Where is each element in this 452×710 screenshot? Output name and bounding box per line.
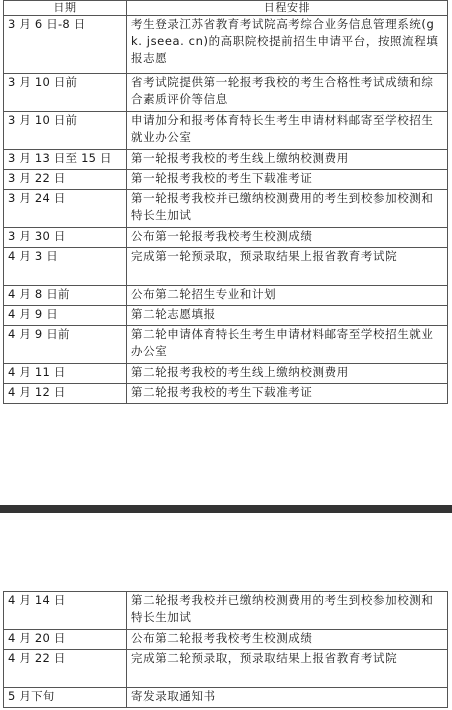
table-row [4,384,448,404]
schedule-table-bottom [3,591,448,708]
cell-date: 4 月 9 日 [4,306,127,326]
page-divider [0,505,452,513]
cell-plan: 公布第二轮招生专业和计划 [127,286,448,306]
cell-date: 3 月 30 日 [4,228,127,248]
table-row [4,228,448,248]
cell-plan: 公布第二轮报考我校考生校测成绩 [127,630,448,650]
cell-date: 3 月 24 日 [4,190,127,228]
cell-plan: 第二轮报考我校并已缴纳校测费用的考生到校参加校测和特长生加试 [127,592,448,630]
table-row [4,688,448,708]
cell-plan: 公布第一轮报考我校考生校测成绩 [127,228,448,248]
cell-date: 3 月 10 日前 [4,74,127,112]
cell-date: 4 月 11 日 [4,364,127,384]
cell-date: 5 月下旬 [4,688,127,708]
cell-plan: 第二轮申请体育特长生考生申请材料邮寄至学校招生就业办公室 [127,326,448,364]
cell-date: 4 月 8 日前 [4,286,127,306]
cell-date: 3 月 10 日前 [4,112,127,150]
table-row [4,326,448,364]
cell-plan: 第一轮报考我校并已缴纳校测费用的考生到校参加校测和特长生加试 [127,190,448,228]
table-row [4,150,448,170]
table-row [4,170,448,190]
cell-plan: 寄发录取通知书 [127,688,448,708]
page-bottom [0,513,452,710]
table-row [4,364,448,384]
cell-plan: 完成第一轮预录取，预录取结果上报省教育考试院 [127,248,448,286]
cell-plan: 申请加分和报考体育特长生考生申请材料邮寄至学校招生就业办公室 [127,112,448,150]
cell-date: 4 月 20 日 [4,630,127,650]
table-row [4,650,448,688]
cell-date: 4 月 14 日 [4,592,127,630]
table-row [4,74,448,112]
cell-date: 3 月 6 日-8 日 [4,16,127,74]
table-header-row [4,1,448,16]
cell-plan: 考生登录江苏省教育考试院高考综合业务信息管理系统(gk. jseea. cn)的高职院校提前招生申请平台，按照流程填报志愿 [127,16,448,74]
table-row [4,286,448,306]
cell-date: 4 月 12 日 [4,384,127,404]
schedule-table-top [3,0,448,404]
table-row [4,630,448,650]
cell-date: 4 月 22 日 [4,650,127,688]
cell-date: 3 月 13 日至 15 日 [4,150,127,170]
table-row [4,190,448,228]
cell-plan: 第二轮报考我校的考生下载准考证 [127,384,448,404]
cell-date: 4 月 3 日 [4,248,127,286]
table-row [4,16,448,74]
cell-plan: 完成第二轮预录取，预录取结果上报省教育考试院 [127,650,448,688]
cell-plan: 省考试院提供第一轮报考我校的考生合格性考试成绩和综合素质评价等信息 [127,74,448,112]
cell-plan: 第一轮报考我校的考生线上缴纳校测费用 [127,150,448,170]
cell-date: 3 月 22 日 [4,170,127,190]
cell-plan: 第二轮志愿填报 [127,306,448,326]
cell-date: 4 月 9 日前 [4,326,127,364]
cell-plan: 第二轮报考我校的考生线上缴纳校测费用 [127,364,448,384]
cell-plan: 第一轮报考我校的考生下载准考证 [127,170,448,190]
table-row [4,592,448,630]
header-plan: 日程安排 [127,1,448,16]
table-row [4,112,448,150]
table-row [4,306,448,326]
table-row [4,248,448,286]
header-date: 日期 [4,1,127,16]
